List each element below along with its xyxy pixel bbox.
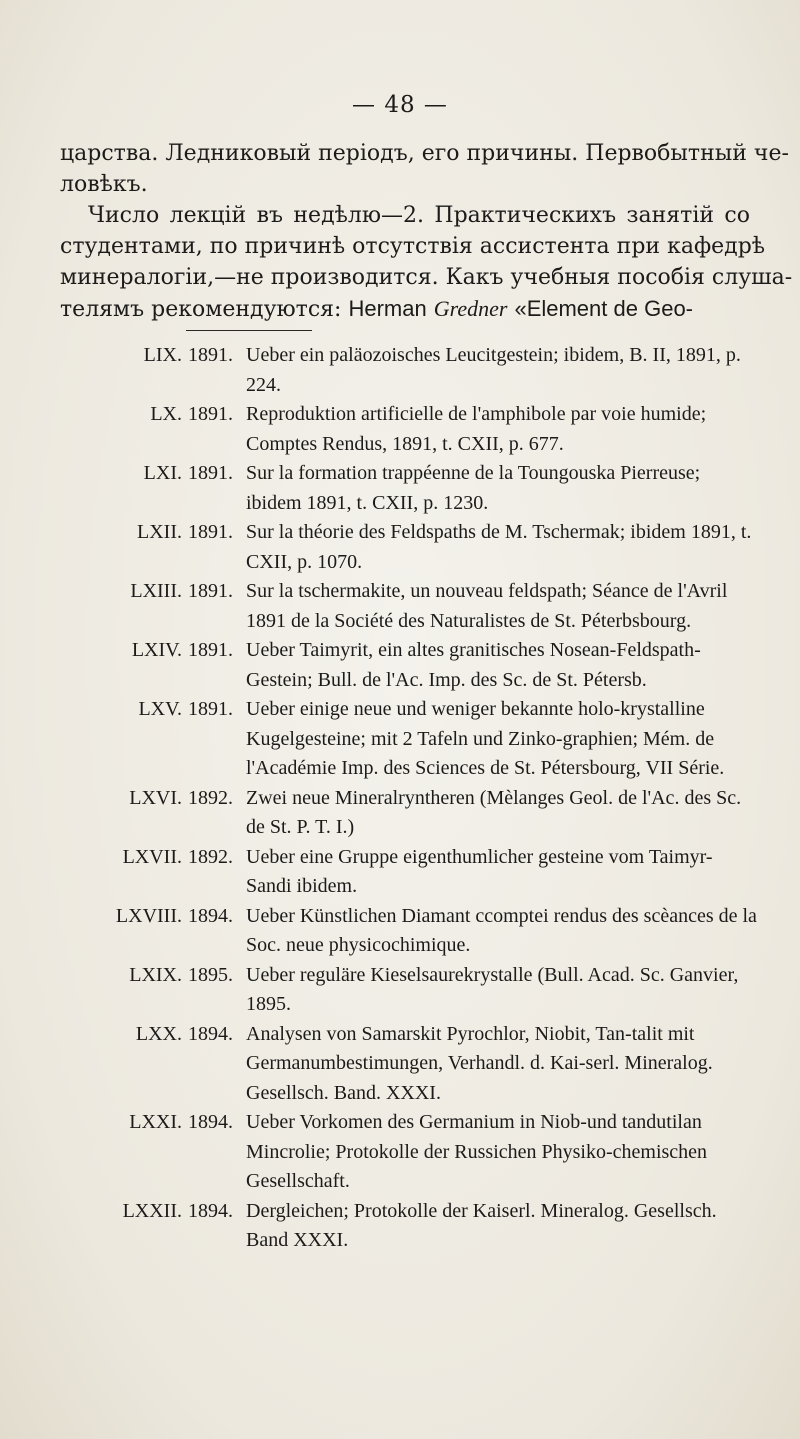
entry-year: 1894. — [188, 1022, 233, 1045]
entry-number: LXX. — [135, 1022, 182, 1045]
entry-year: 1891. — [188, 462, 233, 484]
entry-year: 1892. — [188, 845, 233, 868]
bibliography-entry — [60, 843, 760, 902]
entry-text: Ueber reguläre Kieselsaurekrystalle (Bull. Acad. Sc. Ganvier, 1895. — [246, 963, 739, 1015]
entry-number: LXXI. — [129, 1111, 182, 1133]
entry-number: LXI. — [143, 462, 182, 484]
entry-year: 1894. — [188, 1111, 233, 1133]
bibliography-entry — [60, 961, 760, 1020]
entry-number: LX. — [150, 403, 182, 425]
intro-line: царства. Ледниковый періодъ, его причины. Первобытный че- — [60, 141, 789, 166]
entry-year: 1892. — [188, 786, 233, 809]
entry-number: LXIII. — [130, 580, 182, 602]
bibliography-entry — [60, 636, 760, 695]
bibliography-entry — [60, 400, 760, 459]
entry-text: Ueber eine Gruppe eigenthumlicher gesteine vom Taimyr-Sandi ibidem. — [246, 845, 713, 897]
entry-text: Zwei neue Mineralryntheren (Mèlanges Geol. de l'Ac. des Sc. de St. P. T. I.) — [246, 786, 742, 838]
entry-text: Sur la formation trappéenne de la Toungouska Pierreuse; ibidem 1891, t. CXII, p. 1230. — [246, 462, 701, 514]
intro-paragraph — [60, 138, 793, 325]
entry-year: 1894. — [188, 1199, 233, 1222]
entry-year: 1894. — [188, 904, 233, 927]
entry-year: 1891. — [188, 521, 233, 543]
intro-line-recommend — [60, 293, 750, 325]
entry-text: Ueber einige neue und weniger bekannte holo-krystalline Kugelgesteine; mit 2 Tafeln und Zinko-graphien; Mém. de l'Académie Imp. des Sciences de St. Pétersbourg, VII Série. — [246, 698, 725, 779]
entry-text: Sur la théorie des Feldspaths de M. Tschermak; ibidem 1891, t. CXII, p. 1070. — [246, 521, 752, 573]
intro-line: ловѣкъ. — [60, 172, 148, 197]
entry-year: 1891. — [188, 639, 233, 661]
entry-number: LXVIII. — [115, 904, 182, 927]
entry-text: Reproduktion artificielle de l'amphibole par voie humide; Comptes Rendus, 1891, t. CXII, p. 677. — [246, 403, 707, 455]
entry-number: LXIV. — [131, 639, 182, 661]
entry-year: 1891. — [188, 698, 233, 720]
entry-year: 1895. — [188, 963, 233, 986]
book-title: «Element de Geo- — [514, 296, 693, 321]
bibliography-entry — [60, 341, 760, 400]
bibliography-entry — [60, 1020, 760, 1109]
entry-number: LXV. — [138, 698, 182, 720]
entry-text: Ueber Taimyrit, ein altes granitisches Nosean-Feldspath-Gestein; Bull. de l'Ac. Imp. des Sc. de St. Pétersb. — [246, 639, 701, 691]
entry-text: Sur la tschermakite, un nouveau feldspath; Séance de l'Avril 1891 de la Société des Naturalistes de St. Péterbsbourg. — [246, 580, 728, 632]
author-last-name: Gredner — [433, 296, 508, 321]
entry-number: LXVI. — [129, 786, 182, 809]
entry-year: 1891. — [188, 344, 233, 366]
entry-text: Dergleichen; Protokolle der Kaiserl. Mineralog. Gesellsch. Band XXXI. — [246, 1199, 717, 1251]
entry-text: Ueber Vorkomen des Germanium in Niob-und tandutilan Mincrolie; Protokolle der Russichen Physiko-chemischen Gesellschaft. — [246, 1111, 708, 1192]
page-number: — 48 — — [352, 92, 448, 118]
footnote-divider — [186, 330, 312, 331]
intro-line: Число лекцій въ недѣлю—2. Практическихъ занятій со — [88, 203, 750, 228]
bibliography-entry — [60, 518, 760, 577]
bibliography-entry — [60, 784, 760, 843]
entry-number: LXII. — [137, 521, 182, 543]
entry-text: Ueber ein paläozoisches Leucitgestein; ibidem, B. II, 1891, p. 224. — [246, 344, 741, 396]
intro-line-text: телямъ рекомендуются: — [60, 297, 349, 322]
bibliography-entry — [60, 902, 760, 961]
bibliography-entry — [60, 695, 760, 784]
bibliography-entry — [60, 577, 760, 636]
entry-number: LXVII. — [122, 845, 182, 868]
entry-text: Ueber Künstlichen Diamant ccomptei rendus des scèances de la Soc. neue physicochimique. — [246, 904, 757, 956]
intro-line: минералогіи,—не производится. Какъ учебныя пособія слуша- — [60, 265, 793, 290]
entry-year: 1891. — [188, 403, 233, 425]
entry-year: 1891. — [188, 580, 233, 602]
author-first-name: Herman — [348, 296, 427, 321]
bibliography-entry — [60, 1108, 760, 1197]
bibliography-entry — [60, 1197, 760, 1256]
bibliography-entry — [60, 459, 760, 518]
entry-text: Analysen von Samarskit Pyrochlor, Niobit, Tan-talit mit Germanumbestimungen, Verhandl. d. Kai-serl. Mineralog. Gesellsch. Band. XXXI. — [246, 1022, 713, 1104]
bibliography-list — [60, 341, 760, 1256]
entry-number: LIX. — [143, 344, 182, 366]
intro-line: студентами, по причинѣ отсутствія ассистента при кафедрѣ — [60, 234, 766, 259]
entry-number: LXIX. — [129, 963, 182, 986]
entry-number: LXXII. — [122, 1199, 182, 1222]
